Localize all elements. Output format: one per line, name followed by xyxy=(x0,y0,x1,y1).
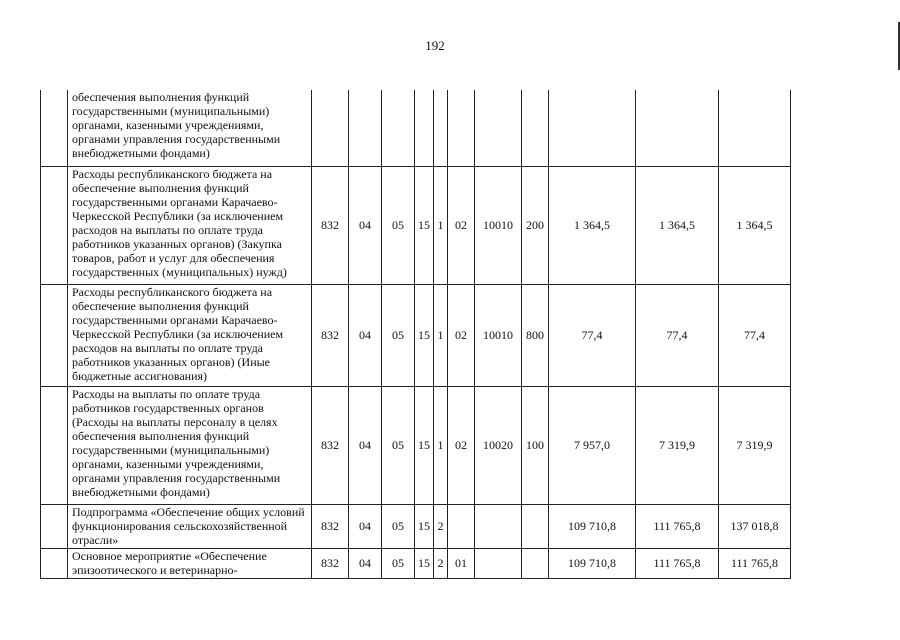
program-code-cell xyxy=(415,90,434,166)
amount-year-1-cell: 77,4 xyxy=(549,284,636,386)
ministry-code-cell: 832 xyxy=(312,284,349,386)
program-code-cell: 15 xyxy=(415,548,434,578)
ministry-code-cell: 832 xyxy=(312,166,349,284)
row-marker-cell xyxy=(41,386,68,504)
amount-year-1-cell: 109 710,8 xyxy=(549,504,636,548)
section-code-cell: 04 xyxy=(349,166,382,284)
ministry-code-cell: 832 xyxy=(312,504,349,548)
section-code-cell: 04 xyxy=(349,548,382,578)
subprogram-code-cell: 2 xyxy=(434,548,448,578)
event-code-cell: 02 xyxy=(448,386,475,504)
section-code-cell: 04 xyxy=(349,386,382,504)
program-code-cell: 15 xyxy=(415,386,434,504)
direction-code-cell: 10010 xyxy=(475,284,522,386)
row-marker-cell xyxy=(41,504,68,548)
expense-type-code-cell: 200 xyxy=(522,166,549,284)
event-code-cell: 01 xyxy=(448,548,475,578)
event-code-cell: 02 xyxy=(448,166,475,284)
amount-year-2-cell: 77,4 xyxy=(636,284,719,386)
program-code-cell: 15 xyxy=(415,504,434,548)
subsection-code-cell xyxy=(382,90,415,166)
amount-year-2-cell: 111 765,8 xyxy=(636,504,719,548)
ministry-code-cell: 832 xyxy=(312,386,349,504)
table-row xyxy=(41,386,791,504)
description-cell: Расходы на выплаты по оплате труда работников государственных органов (Расходы на выплаты персоналу в целях обеспечения выполнения функций государственными (муниципальными) органами, казенными учреждениями, органами управления государственными внебюджетными фондами) xyxy=(68,386,312,504)
row-marker-cell xyxy=(41,548,68,578)
subprogram-code-cell: 1 xyxy=(434,166,448,284)
amount-year-1-cell: 109 710,8 xyxy=(549,548,636,578)
amount-year-3-cell: 7 319,9 xyxy=(719,386,791,504)
expense-type-code-cell xyxy=(522,90,549,166)
amount-year-1-cell xyxy=(549,90,636,166)
amount-year-3-cell xyxy=(719,90,791,166)
table-row xyxy=(41,90,791,166)
amount-year-3-cell: 1 364,5 xyxy=(719,166,791,284)
subsection-code-cell: 05 xyxy=(382,386,415,504)
amount-year-2-cell: 7 319,9 xyxy=(636,386,719,504)
direction-code-cell xyxy=(475,504,522,548)
amount-year-2-cell xyxy=(636,90,719,166)
table-row xyxy=(41,548,791,578)
amount-year-3-cell: 111 765,8 xyxy=(719,548,791,578)
expense-type-code-cell xyxy=(522,548,549,578)
description-cell: Расходы республиканского бюджета на обеспечение выполнения функций государственными органами Карачаево-Черкесской Республики (за исключением расходов на выплаты по оплате труда работников указанных органов) (Закупка товаров, работ и услуг для обеспечения государственных (муниципальных) нужд) xyxy=(68,166,312,284)
description-cell: Расходы республиканского бюджета на обеспечение выполнения функций государственными органами Карачаево-Черкесской Республики (за исключением расходов на выплаты по оплате труда работников указанных органов) (Иные бюджетные ассигнования) xyxy=(68,284,312,386)
ministry-code-cell xyxy=(312,90,349,166)
amount-year-1-cell: 7 957,0 xyxy=(549,386,636,504)
amount-year-1-cell: 1 364,5 xyxy=(549,166,636,284)
subsection-code-cell: 05 xyxy=(382,504,415,548)
event-code-cell: 02 xyxy=(448,284,475,386)
expense-type-code-cell xyxy=(522,504,549,548)
expense-type-code-cell: 100 xyxy=(522,386,549,504)
amount-year-2-cell: 111 765,8 xyxy=(636,548,719,578)
subsection-code-cell: 05 xyxy=(382,548,415,578)
page-number: 192 xyxy=(425,38,445,53)
subsection-code-cell: 05 xyxy=(382,166,415,284)
description-cell: Подпрограмма «Обеспечение общих условий функционирования сельскохозяйственной отрасли» xyxy=(68,504,312,548)
table-row xyxy=(41,504,791,548)
subprogram-code-cell: 1 xyxy=(434,386,448,504)
direction-code-cell: 10020 xyxy=(475,386,522,504)
subprogram-code-cell: 1 xyxy=(434,284,448,386)
budget-table xyxy=(40,90,791,579)
amount-year-3-cell: 137 018,8 xyxy=(719,504,791,548)
description-cell: обеспечения выполнения функций государственными (муниципальными) органами, казенными учреждениями, органами управления государственными внебюджетными фондами) xyxy=(68,90,312,166)
table-row xyxy=(41,166,791,284)
section-code-cell xyxy=(349,90,382,166)
subsection-code-cell: 05 xyxy=(382,284,415,386)
amount-year-3-cell: 77,4 xyxy=(719,284,791,386)
amount-year-2-cell: 1 364,5 xyxy=(636,166,719,284)
event-code-cell xyxy=(448,504,475,548)
description-cell: Основное мероприятие «Обеспечение эпизоотического и ветеринарно- xyxy=(68,548,312,578)
subprogram-code-cell xyxy=(434,90,448,166)
table-row xyxy=(41,284,791,386)
program-code-cell: 15 xyxy=(415,166,434,284)
program-code-cell: 15 xyxy=(415,284,434,386)
row-marker-cell xyxy=(41,166,68,284)
expense-type-code-cell: 800 xyxy=(522,284,549,386)
direction-code-cell xyxy=(475,548,522,578)
ministry-code-cell: 832 xyxy=(312,548,349,578)
event-code-cell xyxy=(448,90,475,166)
section-code-cell: 04 xyxy=(349,284,382,386)
row-marker-cell xyxy=(41,90,68,166)
section-code-cell: 04 xyxy=(349,504,382,548)
subprogram-code-cell: 2 xyxy=(434,504,448,548)
direction-code-cell xyxy=(475,90,522,166)
direction-code-cell: 10010 xyxy=(475,166,522,284)
row-marker-cell xyxy=(41,284,68,386)
